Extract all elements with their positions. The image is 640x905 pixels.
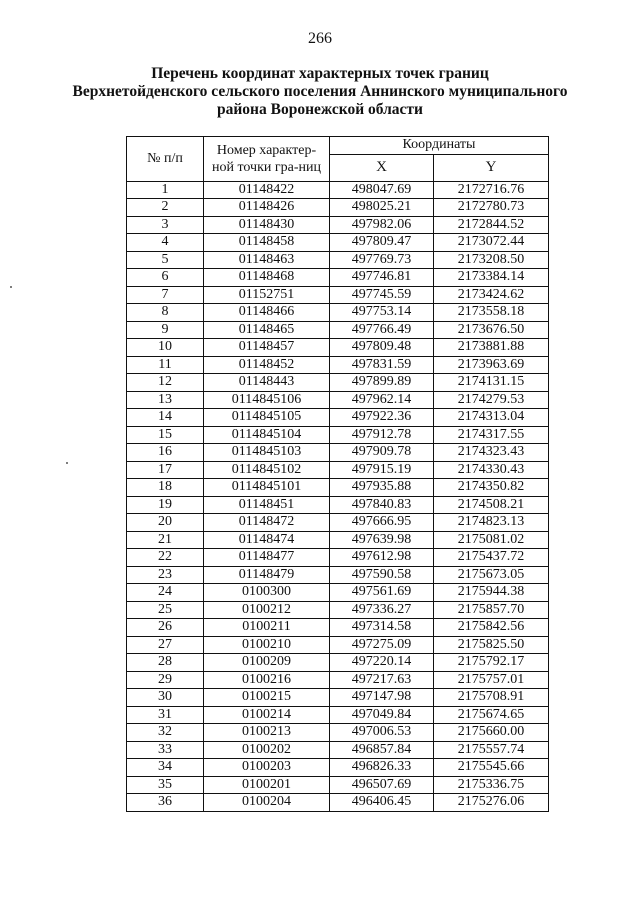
row-number-cell: 25 — [127, 601, 204, 619]
row-number-cell: 12 — [127, 374, 204, 392]
row-number-cell: 29 — [127, 671, 204, 689]
point-number-cell: 0100213 — [204, 724, 330, 742]
x-coordinate-cell: 498025.21 — [330, 199, 434, 217]
y-coordinate-cell: 2174279.53 — [434, 391, 549, 409]
header-number: № п/п — [127, 137, 204, 182]
x-coordinate-cell: 496857.84 — [330, 741, 434, 759]
point-number-cell: 0114845103 — [204, 444, 330, 462]
x-coordinate-cell: 497612.98 — [330, 549, 434, 567]
y-coordinate-cell: 2172716.76 — [434, 181, 549, 199]
point-number-cell: 0114845102 — [204, 461, 330, 479]
row-number-cell: 9 — [127, 321, 204, 339]
table-row — [127, 496, 549, 514]
header-x: X — [330, 154, 434, 181]
table-row — [127, 304, 549, 322]
y-coordinate-cell: 2175660.00 — [434, 724, 549, 742]
header-coordinates: Координаты — [330, 137, 549, 155]
point-number-cell: 0100202 — [204, 741, 330, 759]
x-coordinate-cell: 497049.84 — [330, 706, 434, 724]
y-coordinate-cell: 2174508.21 — [434, 496, 549, 514]
row-number-cell: 8 — [127, 304, 204, 322]
point-number-cell: 0100214 — [204, 706, 330, 724]
row-number-cell: 3 — [127, 216, 204, 234]
row-number-cell: 6 — [127, 269, 204, 287]
y-coordinate-cell: 2175336.75 — [434, 776, 549, 794]
row-number-cell: 22 — [127, 549, 204, 567]
header-point-number: Номер характер-ной точки гра-ниц — [204, 137, 330, 182]
point-number-cell: 0100300 — [204, 584, 330, 602]
table-row — [127, 251, 549, 269]
x-coordinate-cell: 497745.59 — [330, 286, 434, 304]
table-row — [127, 636, 549, 654]
table-row — [127, 531, 549, 549]
y-coordinate-cell: 2173676.50 — [434, 321, 549, 339]
table-row — [127, 269, 549, 287]
point-number-cell: 0114845101 — [204, 479, 330, 497]
y-coordinate-cell: 2173963.69 — [434, 356, 549, 374]
x-coordinate-cell: 497840.83 — [330, 496, 434, 514]
row-number-cell: 28 — [127, 654, 204, 672]
point-number-cell: 0100216 — [204, 671, 330, 689]
row-number-cell: 11 — [127, 356, 204, 374]
y-coordinate-cell: 2175545.66 — [434, 759, 549, 777]
x-coordinate-cell: 497982.06 — [330, 216, 434, 234]
point-number-cell: 01148465 — [204, 321, 330, 339]
row-number-cell: 16 — [127, 444, 204, 462]
table-row — [127, 409, 549, 427]
y-coordinate-cell: 2173208.50 — [434, 251, 549, 269]
title-line-2: Верхнетойденского сельского поселения Аннинского муниципального — [72, 83, 568, 100]
table-row — [127, 339, 549, 357]
table-row — [127, 514, 549, 532]
point-number-cell: 01152751 — [204, 286, 330, 304]
row-number-cell: 30 — [127, 689, 204, 707]
point-number-cell: 01148477 — [204, 549, 330, 567]
point-number-cell: 01148458 — [204, 234, 330, 252]
x-coordinate-cell: 497666.95 — [330, 514, 434, 532]
document-title — [40, 65, 600, 119]
point-number-cell: 0100211 — [204, 619, 330, 637]
y-coordinate-cell: 2175674.65 — [434, 706, 549, 724]
scan-speck — [10, 286, 12, 288]
point-number-cell: 01148474 — [204, 531, 330, 549]
x-coordinate-cell: 497147.98 — [330, 689, 434, 707]
point-number-cell: 01148451 — [204, 496, 330, 514]
x-coordinate-cell: 496406.45 — [330, 794, 434, 812]
point-number-cell: 0100204 — [204, 794, 330, 812]
row-number-cell: 31 — [127, 706, 204, 724]
point-number-cell: 01148430 — [204, 216, 330, 234]
y-coordinate-cell: 2175857.70 — [434, 601, 549, 619]
table-row — [127, 776, 549, 794]
table-row — [127, 181, 549, 199]
x-coordinate-cell: 497006.53 — [330, 724, 434, 742]
y-coordinate-cell: 2175708.91 — [434, 689, 549, 707]
y-coordinate-cell: 2173558.18 — [434, 304, 549, 322]
point-number-cell: 01148468 — [204, 269, 330, 287]
y-coordinate-cell: 2175944.38 — [434, 584, 549, 602]
point-number-cell: 0114845106 — [204, 391, 330, 409]
x-coordinate-cell: 497590.58 — [330, 566, 434, 584]
y-coordinate-cell: 2175437.72 — [434, 549, 549, 567]
x-coordinate-cell: 497217.63 — [330, 671, 434, 689]
row-number-cell: 5 — [127, 251, 204, 269]
x-coordinate-cell: 497922.36 — [330, 409, 434, 427]
table-row — [127, 199, 549, 217]
y-coordinate-cell: 2173072.44 — [434, 234, 549, 252]
table-row — [127, 741, 549, 759]
row-number-cell: 21 — [127, 531, 204, 549]
coordinates-table — [126, 136, 549, 812]
table-row — [127, 584, 549, 602]
x-coordinate-cell: 497561.69 — [330, 584, 434, 602]
x-coordinate-cell: 496826.33 — [330, 759, 434, 777]
table-row — [127, 234, 549, 252]
point-number-cell: 0100209 — [204, 654, 330, 672]
table-row — [127, 689, 549, 707]
point-number-cell: 01148472 — [204, 514, 330, 532]
table-row — [127, 724, 549, 742]
y-coordinate-cell: 2174131.15 — [434, 374, 549, 392]
y-coordinate-cell: 2175825.50 — [434, 636, 549, 654]
table-row — [127, 549, 549, 567]
x-coordinate-cell: 497909.78 — [330, 444, 434, 462]
point-number-cell: 01148463 — [204, 251, 330, 269]
y-coordinate-cell: 2175792.17 — [434, 654, 549, 672]
row-number-cell: 24 — [127, 584, 204, 602]
row-number-cell: 20 — [127, 514, 204, 532]
row-number-cell: 2 — [127, 199, 204, 217]
x-coordinate-cell: 497639.98 — [330, 531, 434, 549]
table-row — [127, 671, 549, 689]
x-coordinate-cell: 497766.49 — [330, 321, 434, 339]
title-line-3: района Воронежской области — [217, 101, 423, 118]
x-coordinate-cell: 498047.69 — [330, 181, 434, 199]
x-coordinate-cell: 497753.14 — [330, 304, 434, 322]
table-row — [127, 426, 549, 444]
x-coordinate-cell: 497275.09 — [330, 636, 434, 654]
table-row — [127, 619, 549, 637]
row-number-cell: 23 — [127, 566, 204, 584]
y-coordinate-cell: 2175757.01 — [434, 671, 549, 689]
table-row — [127, 216, 549, 234]
y-coordinate-cell: 2173881.88 — [434, 339, 549, 357]
y-coordinate-cell: 2175557.74 — [434, 741, 549, 759]
table-row — [127, 321, 549, 339]
table-row — [127, 444, 549, 462]
y-coordinate-cell: 2174350.82 — [434, 479, 549, 497]
x-coordinate-cell: 497899.89 — [330, 374, 434, 392]
x-coordinate-cell: 497220.14 — [330, 654, 434, 672]
point-number-cell: 0100201 — [204, 776, 330, 794]
point-number-cell: 01148422 — [204, 181, 330, 199]
table-row — [127, 794, 549, 812]
table-row — [127, 356, 549, 374]
x-coordinate-cell: 497746.81 — [330, 269, 434, 287]
y-coordinate-cell: 2175276.06 — [434, 794, 549, 812]
point-number-cell: 0100203 — [204, 759, 330, 777]
y-coordinate-cell: 2175842.56 — [434, 619, 549, 637]
y-coordinate-cell: 2174313.04 — [434, 409, 549, 427]
table-row — [127, 566, 549, 584]
point-number-cell: 0114845104 — [204, 426, 330, 444]
table-row — [127, 461, 549, 479]
x-coordinate-cell: 497809.48 — [330, 339, 434, 357]
table-row — [127, 759, 549, 777]
row-number-cell: 7 — [127, 286, 204, 304]
point-number-cell: 01148443 — [204, 374, 330, 392]
point-number-cell: 0100210 — [204, 636, 330, 654]
row-number-cell: 27 — [127, 636, 204, 654]
x-coordinate-cell: 497831.59 — [330, 356, 434, 374]
x-coordinate-cell: 497915.19 — [330, 461, 434, 479]
row-number-cell: 10 — [127, 339, 204, 357]
point-number-cell: 01148479 — [204, 566, 330, 584]
row-number-cell: 1 — [127, 181, 204, 199]
y-coordinate-cell: 2173384.14 — [434, 269, 549, 287]
table-row — [127, 706, 549, 724]
x-coordinate-cell: 497935.88 — [330, 479, 434, 497]
row-number-cell: 36 — [127, 794, 204, 812]
y-coordinate-cell: 2175673.05 — [434, 566, 549, 584]
header-y: Y — [434, 154, 549, 181]
table-body — [127, 181, 549, 811]
x-coordinate-cell: 497912.78 — [330, 426, 434, 444]
y-coordinate-cell: 2174323.43 — [434, 444, 549, 462]
table-row — [127, 391, 549, 409]
table-row — [127, 374, 549, 392]
row-number-cell: 33 — [127, 741, 204, 759]
x-coordinate-cell: 497769.73 — [330, 251, 434, 269]
table-row — [127, 601, 549, 619]
point-number-cell: 0114845105 — [204, 409, 330, 427]
row-number-cell: 19 — [127, 496, 204, 514]
row-number-cell: 18 — [127, 479, 204, 497]
page-number: 266 — [308, 30, 332, 47]
table-row — [127, 479, 549, 497]
title-line-1: Перечень координат характерных точек границ — [151, 65, 489, 82]
x-coordinate-cell: 496507.69 — [330, 776, 434, 794]
x-coordinate-cell: 497809.47 — [330, 234, 434, 252]
y-coordinate-cell: 2175081.02 — [434, 531, 549, 549]
y-coordinate-cell: 2174317.55 — [434, 426, 549, 444]
row-number-cell: 26 — [127, 619, 204, 637]
row-number-cell: 15 — [127, 426, 204, 444]
y-coordinate-cell: 2174330.43 — [434, 461, 549, 479]
row-number-cell: 32 — [127, 724, 204, 742]
y-coordinate-cell: 2174823.13 — [434, 514, 549, 532]
point-number-cell: 01148457 — [204, 339, 330, 357]
row-number-cell: 17 — [127, 461, 204, 479]
row-number-cell: 34 — [127, 759, 204, 777]
point-number-cell: 01148466 — [204, 304, 330, 322]
point-number-cell: 01148452 — [204, 356, 330, 374]
point-number-cell: 01148426 — [204, 199, 330, 217]
table-row — [127, 286, 549, 304]
y-coordinate-cell: 2172780.73 — [434, 199, 549, 217]
point-number-cell: 0100212 — [204, 601, 330, 619]
row-number-cell: 13 — [127, 391, 204, 409]
y-coordinate-cell: 2173424.62 — [434, 286, 549, 304]
scan-speck — [66, 462, 68, 464]
row-number-cell: 4 — [127, 234, 204, 252]
row-number-cell: 35 — [127, 776, 204, 794]
table-row — [127, 654, 549, 672]
x-coordinate-cell: 497314.58 — [330, 619, 434, 637]
point-number-cell: 0100215 — [204, 689, 330, 707]
x-coordinate-cell: 497962.14 — [330, 391, 434, 409]
x-coordinate-cell: 497336.27 — [330, 601, 434, 619]
row-number-cell: 14 — [127, 409, 204, 427]
y-coordinate-cell: 2172844.52 — [434, 216, 549, 234]
